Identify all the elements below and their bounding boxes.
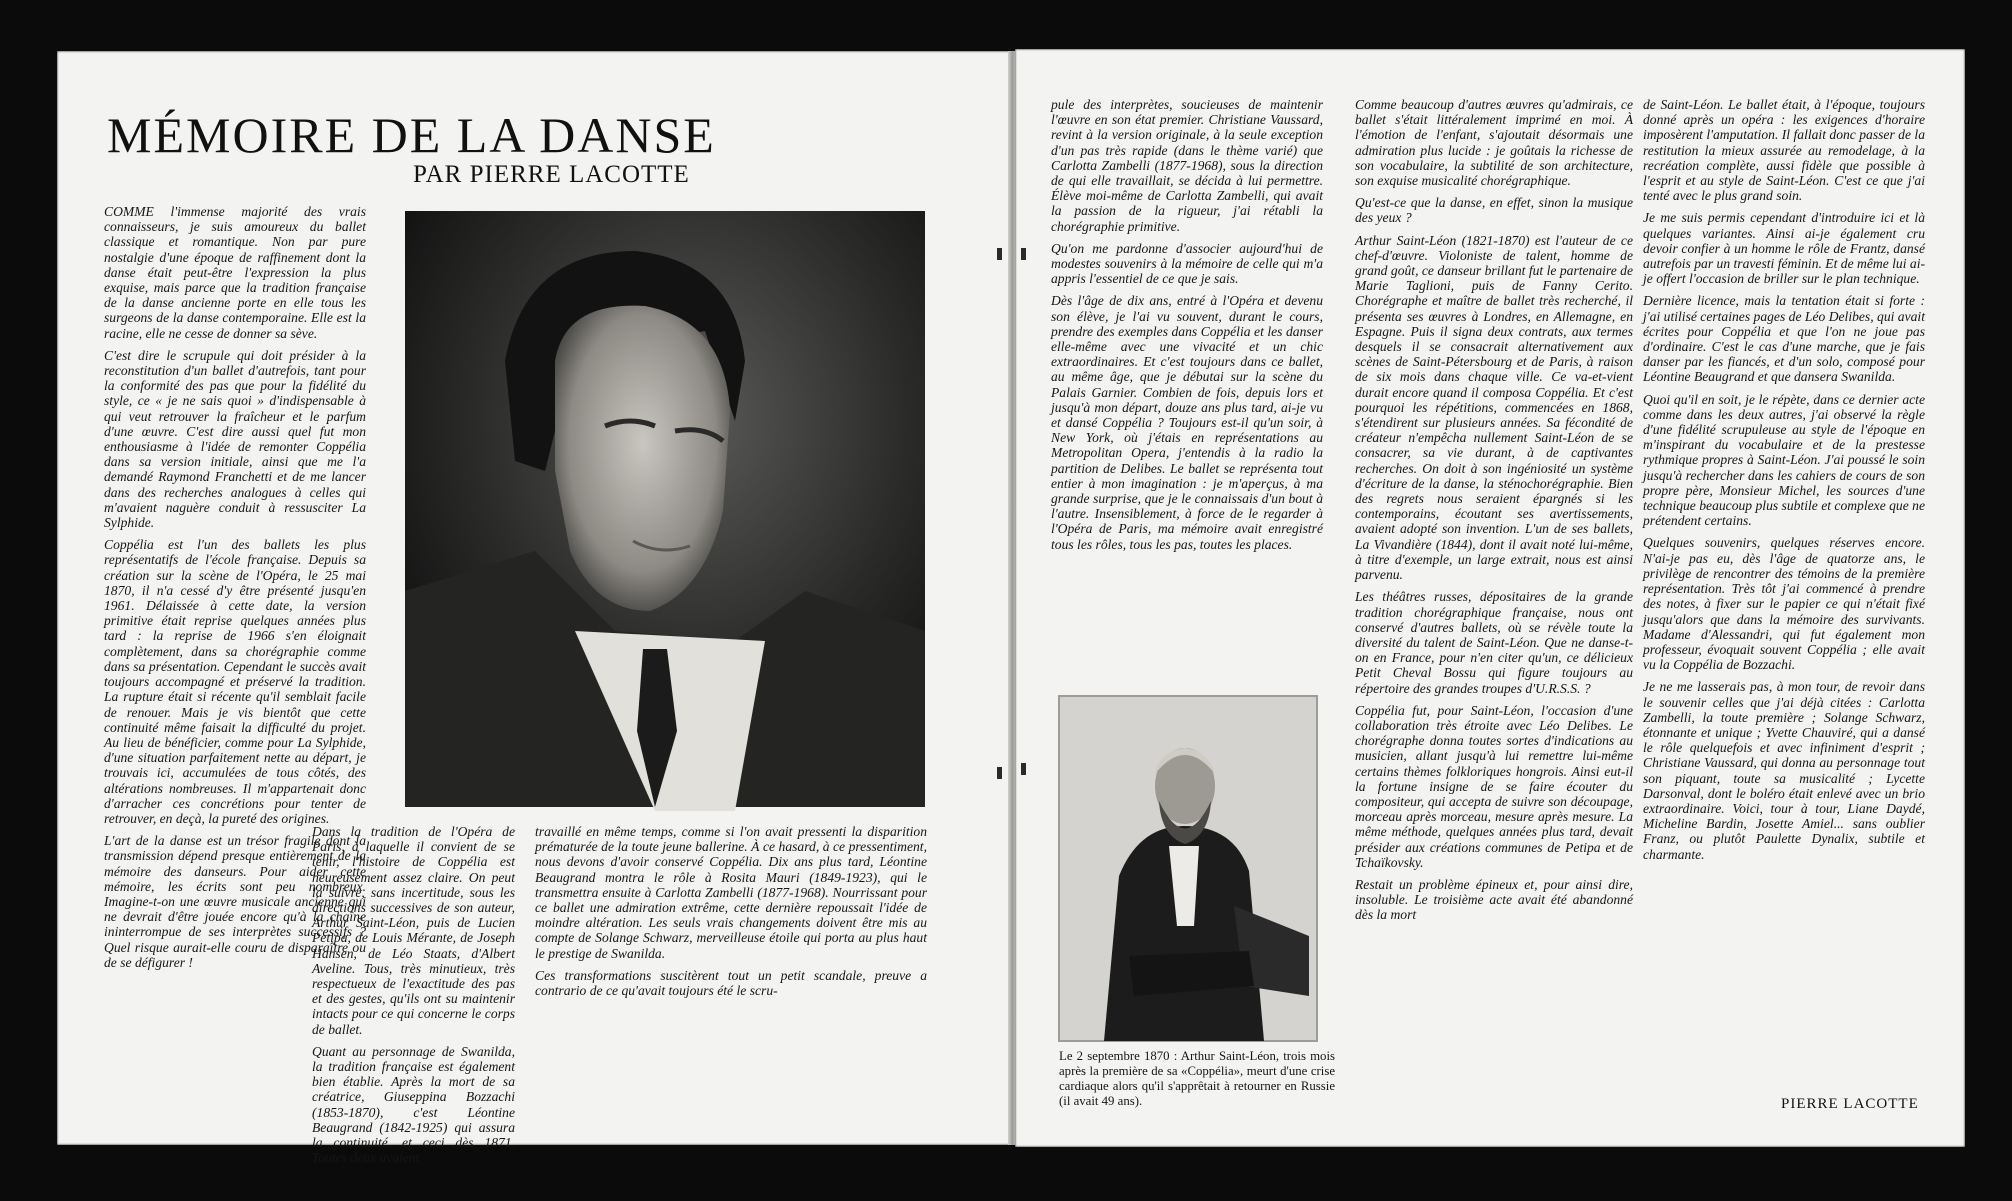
paragraph: Quoi qu'il en soit, je le répète, dans ce dernier acte comme dans les deux autres, j'ai observé la règle d'une fidélité scrupuleuse au style de l'époque en m'inspirant du vocabulaire et de la prestesse rythmique propres à Saint-Léon. J'ai poussé le soin jusqu'à rechercher dans les cahiers de cours de son propre père, Monsieur Michel, les sources d'une technique beaucoup plus subtile et complexe que ne prétendent certains. — [1643, 391, 1925, 529]
paragraph: L'art de la danse est un trésor fragile dont la transmission dépend presque entièrement de la mémoire des danseurs. Pour aider cette mémoire, les écrits sont peu nombreux. Imagine-t-on une œuvre musicale ancienne qui ne devrait d'être jouée encore qu'à la chaîne ininterrompue de ses interprètes successifs ? Quel risque aurait-elle couru de disparaître ou de se défigurer ! — [104, 833, 366, 970]
left-column-2 — [312, 824, 515, 1166]
paragraph: Comme beaucoup d'autres œuvres qu'admirais, ce ballet s'était littéralement imprimé en moi. À l'émotion de l'enfant, s'ajoutait désormais une admiration plus lucide : je goûtais la richesse de son vocabulaire, la subtilité de son architecture, son exquise musicalité chorégraphique. — [1355, 97, 1633, 189]
portrait-photo-drawing — [405, 211, 925, 807]
binding-staple — [1021, 763, 1026, 775]
paragraph: Dès l'âge de dix ans, entré à l'Opéra et devenu son élève, je l'ai vu souvent, durant le cours, prendre des exemples dans Coppélia et les danser elle-même avec une vivacité et un chic extraordinaires. Et c'est toujours dans ce ballet, au même âge, que je débutai sur la scène du Palais Garnier. Combien de fois, depuis lors et jusqu'à mon départ, douze ans plus tard, ai-je vu et dansé Coppélia ? Toujours est-il qu'un soir, à New York, où j'étais en représentations au Metropolitan Opera, j'entendis à la radio la partition de Delibes. Le ballet se représenta tout entier à mon imagination : je m'aperçus, à ma grande surprise, que je le connaissais d'un bout à l'autre. Insensiblement, à force de le regarder à l'Opéra de Paris, ma mémoire avait enregistré tous les rôles, tous les pas, toutes les places. — [1051, 293, 1323, 552]
right-page — [1015, 49, 1965, 1147]
paragraph: pule des interprètes, soucieuses de maintenir l'œuvre en son état premier. Christiane Vaussard, revint à la version originale, à la seule exception d'un pas très rapide (dans le thème varié) que Carlotta Zambelli (1877-1968), sous la direction de qui elle travaillait, se décida à lui permettre. Élève moi-même de Carlotta Zambelli, qui avait la passion de la rigueur, j'ai rétabli la chorégraphie primitive. — [1051, 97, 1323, 234]
article-byline: PAR PIERRE LACOTTE — [413, 161, 690, 188]
paragraph: Arthur Saint-Léon (1821-1870) est l'auteur de ce chef-d'œuvre. Violoniste de talent, homme de grand goût, ce danseur brillant fut le partenaire de Marie Taglioni, puis de Fanny Cerito. Chorégraphe et maître de ballet très recherché, il présenta ses œuvres à Londres, en Allemagne, en Espagne. Puis il signa deux contrats, aux termes desquels il se consacrait alternativement aux scènes de Saint-Pétersbourg et de Paris, à raison de six mois dans chaque ville. Ce va-et-vient durait encore quand il composa Coppélia. Et c'est pourquoi les répétitions, commencées en 1868, s'étendirent sur plusieurs années. Sa fécondité de créateur n'empêcha nullement Saint-Léon de se consacrer, sa vie durant, à de captivantes recherches. On doit à son ingéniosité un système d'écriture de la danse, la sténochorégraphie. Bien des regrets nous seraient épargnés si les contemporains, écoutant ses avertissements, avaient adopté son invention. L'un de ses ballets, La Vivandière (1844), dont il avait noté lui-même, à titre d'exemple, un large extrait, nous est ainsi parvenu. — [1355, 232, 1633, 583]
saint-leon-photo-drawing — [1059, 696, 1317, 1041]
paragraph: Je ne me lasserais pas, à mon tour, de revoir dans le souvenir celles que j'ai déjà citées : Carlotta Zambelli, la toute première ; Solange Schwarz, étonnante et unique ; Yvette Chauviré, qui a dansé le rôle quelquefois et avec infiniment d'esprit ; Christiane Vaussard, qui donna au personnage tout son piquant, toute sa musicalité ; Lycette Darsonval, dont le boléro était enlevé avec un brio extraordinaire. Voici, tour à tour, Liane Daydé, Micheline Bardin, Josette Amiel... sans oublier Franz, ou plutôt Paulette Dynalix, subtile et charmante. — [1643, 679, 1925, 862]
binding-staple — [997, 248, 1002, 260]
portrait-photo — [405, 211, 925, 807]
article-title: MÉMOIRE DE LA DANSE — [107, 107, 716, 163]
paragraph: C'est dire le scrupule qui doit présider à la reconstitution d'un ballet d'autrefois, tant pour la conformité des pas que pour la fidélité du style, ce « je ne sais quoi » d'indispensable à qui veut retrouver la fraîcheur et le parfum d'une œuvre. C'est dire aussi quel fut mon enthousiasme à l'idée de remonter Coppélia dans sa version initiale, ainsi que me l'a demandé Raymond Franchetti et de me lancer dans des recherches analogues à celles qui m'avaient naguère conduit à ressusciter La Sylphide. — [104, 347, 366, 531]
paragraph: Je me suis permis cependant d'introduire ici et là quelques variantes. Ainsi ai-je également cru devoir confier à un homme le rôle de Frantz, dansé autrefois par un travesti féminin. Et de même lui ai-je offert l'occasion de briller sur le plan technique. — [1643, 210, 1925, 287]
right-column-1 — [1051, 97, 1323, 682]
paragraph: Quant au personnage de Swanilda, la tradition française est également bien établie. Après la mort de sa créatrice, Giuseppina Bozzachi (1853-1870), c'est Léontine Beaugrand (1842-1925) qui assura la continuité, et ceci dès 1871. Toutes deux avaient — [312, 1043, 515, 1166]
paragraph: Coppélia fut, pour Saint-Léon, l'occasion d'une collaboration très étroite avec Léo Delibes. Le chorégraphe donna toutes sortes d'indications au musicien, allant jusqu'à lui remettre lui-même certains thèmes folkloriques hongrois. Ainsi eut-il la fortune insigne de se faire écouter du compositeur, qui accepta de suivre son découpage, morceau après morceau, mesure après mesure. La même méthode, quelques années plus tard, devait présider aux créations communes de Petipa et de Tchaïkovsky. — [1355, 702, 1633, 870]
binding-staple — [1021, 248, 1026, 260]
paragraph: Dans la tradition de l'Opéra de Paris, à laquelle il convient de se tenir, l'histoire de Coppélia est heureusement assez claire. On peut la suivre, sans incertitude, sous les directions successives de son auteur, Arthur Saint-Léon, puis de Lucien Petipa, de Louis Mérante, de Joseph Hansen, de Léo Staats, d'Albert Aveline. Tous, très minutieux, très respectueux de l'exactitude des pas et des gestes, qu'ils ont su maintenir intacts pour ce qui concerne le corps de ballet. — [312, 824, 515, 1037]
left-column-3 — [535, 824, 927, 1134]
paragraph: Coppélia est l'un des ballets les plus représentatifs de l'école française. Depuis sa création sur la scène de l'Opéra, le 25 mai 1870, il n'a cessé d'y être présenté jusqu'en 1961. Délaissée à cette date, la version primitive était reprise quelques années plus tard : la reprise de 1966 s'en éloignait complètement, dans sa chorégraphie comme dans sa présentation. Cependant le succès avait toujours accompagné et préservé la tradition. La rupture était si récente qu'il semblait facile de renouer. Mais je vis bientôt que cette continuité même faisait la difficulté du projet. Au lieu de bénéficier, comme pour La Sylphide, d'une situation parfaitement nette au départ, je trouvais ici, accumulées de tous côtés, des altérations nombreuses. Il m'appartenait donc d'arracher ces concrétions pour tenter de retrouver, en deçà, la pureté des origines. — [104, 537, 366, 826]
photo-caption: Le 2 septembre 1870 : Arthur Saint-Léon, trois mois après la première de sa «Coppélia», meurt d'une crise cardiaque alors qu'il s'apprêtait à retourner en Russie (il avait 49 ans). — [1059, 1049, 1335, 1108]
paragraph: Les théâtres russes, dépositaires de la grande tradition chorégraphique française, nous ont conservé d'autres ballets, où se révèle toute la diversité du talent de Saint-Léon. Que ne danse-t-on en France, pour n'en citer qu'un, ce délicieux Petit Cheval Bossu qui figure toujours au répertoire des grandes troupes d'U.R.S.S. ? — [1355, 589, 1633, 696]
right-column-2 — [1355, 97, 1633, 1137]
paragraph: Ces transformations suscitèrent tout un petit scandale, preuve a contrario de ce qu'avait toujours été le scru- — [535, 967, 927, 999]
left-page — [57, 51, 1012, 1166]
paragraph: de Saint-Léon. Le ballet était, à l'époque, toujours donné après un opéra : les exigences d'horaire imposèrent l'amputation. Il fallait donc passer de la restitution la mieux assurée au remodelage, à la recréation complète, aussi fidèle que possible à l'esprit et au style de Saint-Léon. C'est ce que j'ai tenté avec le plus grand soin. — [1643, 97, 1925, 204]
binding-staple — [997, 767, 1002, 779]
paragraph: Qu'est-ce que la danse, en effet, sinon la musique des yeux ? — [1355, 195, 1633, 226]
saint-leon-photo — [1059, 696, 1317, 1041]
article-signature: PIERRE LACOTTE — [1781, 1096, 1919, 1112]
paragraph: COMME l'immense majorité des vrais connaisseurs, je suis amoureux du ballet classique et romantique. Non par pure nostalgie d'une époque de raffinement dont la danse était peut-être l'expression la plus exquise, mais parce que la tradition française de la danse ancienne porte en elle tous les surgeons de la danse contemporaine. Elle est la racine, elle ne cesse de donner sa sève. — [104, 204, 366, 341]
paragraph: Dernière licence, mais la tentation était si forte : j'ai utilisé certaines pages de Léo Delibes, qui avait écrites pour Coppélia et que l'on ne joue pas d'ordinaire. C'est le cas d'une marche, que je fais danser par les fiancés, et d'un solo, composé pour Léontine Beaugrand et que dansera Swanilda. — [1643, 293, 1925, 385]
paragraph: Restait un problème épineux et, pour ainsi dire, insoluble. Le troisième acte avait été abandonné dès la mort — [1355, 876, 1633, 923]
paragraph: Qu'on me pardonne d'associer aujourd'hui de modestes souvenirs à la mémoire de celle qui m'a appris l'essentiel de ce que je sais. — [1051, 240, 1323, 287]
paragraph: Quelques souvenirs, quelques réserves encore. N'ai-je pas eu, dès l'âge de quatorze ans, le privilège de rencontrer des témoins de la première représentation. Très tôt j'ai commencé à prendre des notes, à fixer sur le papier ce qui n'était fixé jusqu'alors que dans la mémoire des survivants. Madame d'Alessandri, qui fut également mon professeur, évoquait souvent Coppélia ; elle avait vu la Coppélia de Bozzachi. — [1643, 535, 1925, 673]
paragraph: travaillé en même temps, comme si l'on avait pressenti la disparition prématurée de la toute jeune ballerine. À ce hasard, à ce pressentiment, nous devons d'avoir conservé Coppélia. Dix ans plus tard, Léontine Beaugrand montra le rôle à Rosita Mauri (1849-1923), qui le transmettra ensuite à Carlotta Zambelli (1877-1968). Nourrissant pour ce ballet une admiration extrême, cette dernière repoussait l'idée de moindre altération. Les seuls vrais changements doivent être mis au compte de Solange Schwarz, merveilleuse étoile qui porta au plus haut le prestige de Swanilda. — [535, 824, 927, 961]
right-column-3 — [1643, 97, 1925, 1090]
